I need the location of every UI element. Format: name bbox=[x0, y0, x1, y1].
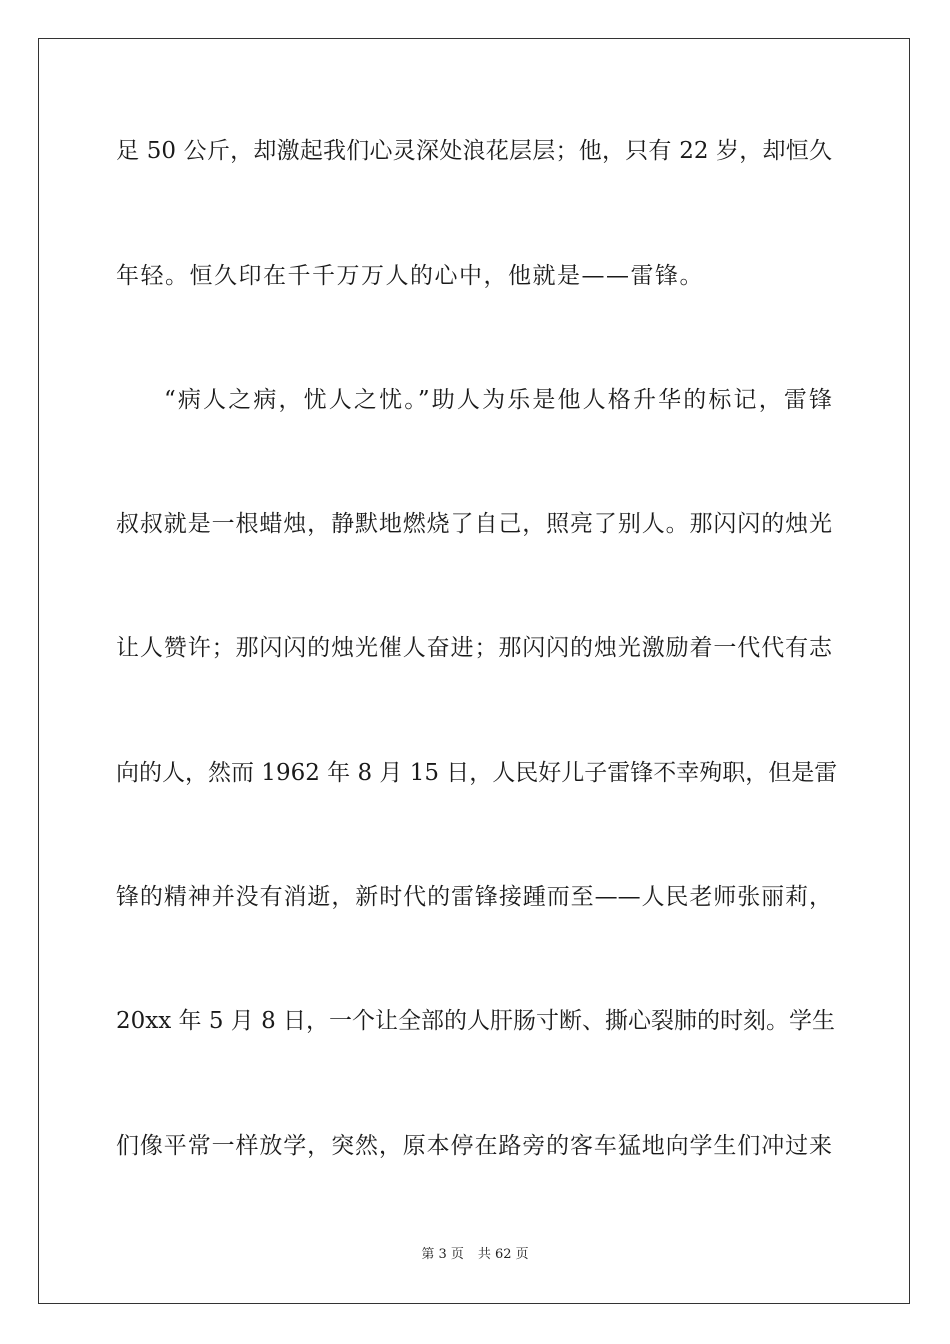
page-footer bbox=[0, 1246, 950, 1264]
body-line-8: 20xx 年 5 月 8 日，一个让全部的人肝肠寸断、撕心裂肺的时刻。学生 bbox=[116, 1008, 836, 1034]
body-line-7: 锋的精神并没有消逝，新时代的雷锋接踵而至——人民老师张丽莉， bbox=[116, 884, 832, 910]
body-line-1: 足 50 公斤，却激起我们心灵深处浪花层层；他，只有 22 岁，却恒久 bbox=[116, 138, 832, 164]
body-line-4: 叔叔就是一根蜡烛，静默地燃烧了自己，照亮了别人。那闪闪的烛光 bbox=[116, 511, 832, 537]
body-line-9: 们像平常一样放学，突然，原本停在路旁的客车猛地向学生们冲过来 bbox=[116, 1133, 832, 1159]
body-line-2: 年轻。恒久印在千千万万人的心中，他就是——雷锋。 bbox=[116, 263, 704, 289]
page-total: 共 62 页 bbox=[477, 1247, 529, 1262]
body-line-6: 向的人，然而 1962 年 8 月 15 日，人民好儿子雷锋不幸殉职，但是雷 bbox=[116, 760, 838, 786]
body-line-5: 让人赞许；那闪闪的烛光催人奋进；那闪闪的烛光激励着一代代有志 bbox=[116, 635, 832, 661]
body-line-3: “病人之病，忧人之忧。”助人为乐是他人格升华的标记，雷锋 bbox=[164, 387, 832, 413]
page-frame bbox=[38, 38, 910, 1304]
page-number: 第 3 页 bbox=[421, 1247, 464, 1262]
